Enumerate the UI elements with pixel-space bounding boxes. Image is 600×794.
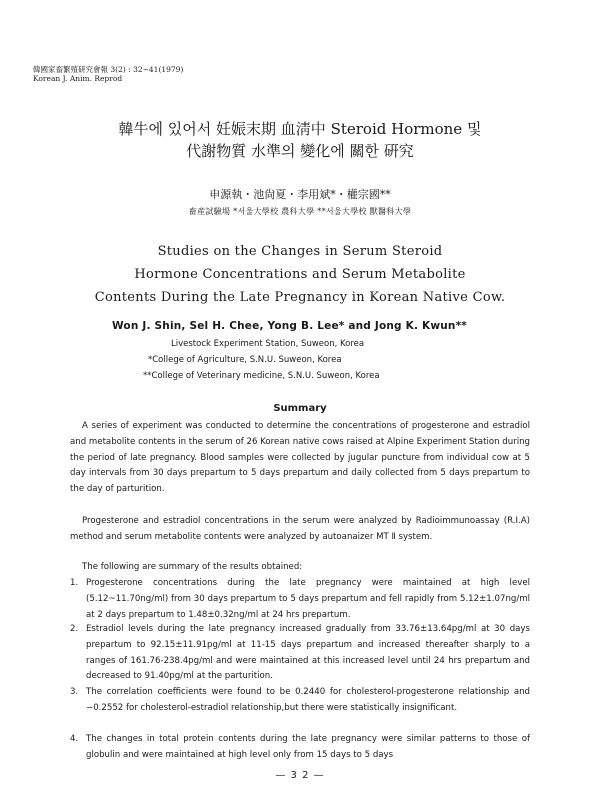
result-number: 2. <box>70 624 79 634</box>
korean-authors: 申源執・池尙夏・李用斌*・權宗國** <box>209 188 391 201</box>
korean-title-line-1: 韓牛에 있어서 妊娠末期 血淸中 Steroid Hormone 및 <box>118 120 482 138</box>
english-title-line-3: Contents During the Late Pregnancy in Korean Native Cow. <box>94 290 506 305</box>
summary-paragraph-2: Progesterone and estradiol concentrations in the serum were analyzed by Radioimmunoassay (R.I.A) method and serum metabolite contents were analyzed by autoanaizer MT Ⅱ system. <box>70 516 530 542</box>
english-title-line-1: Studies on the Changes in Serum Steroid <box>157 244 443 259</box>
page-number: — 3 2 — <box>275 770 325 781</box>
result-number: 4. <box>70 734 79 744</box>
summary-heading: Summary <box>273 403 327 414</box>
journal-name-korean: 韓國家畜繁殖研究會報 3(2) : 32~41(1979) <box>33 65 184 74</box>
journal-name-english: Korean J. Anim. Reprod <box>33 74 123 83</box>
result-text: The changes in total protein contents during the late pregnancy were similar patterns to those of globulin and were maintained at high level only from 15 days to 5 days <box>86 734 530 760</box>
korean-title-line-2: 代謝物質 水準의 變化에 關한 硏究 <box>186 142 414 160</box>
affiliation-1: Livestock Experiment Station, Suweon, Korea <box>171 339 365 349</box>
korean-title <box>0 118 600 162</box>
result-text: The correlation coefficients were found to be 0.2440 for cholesterol-progesterone relationship and −0.2552 for cholesterol-estradiol relationship,but there were statistically insignificant. <box>86 687 530 713</box>
summary-paragraph-1: A series of experiment was conducted to determine the concentrations of progesterone and estradiol and metabolite contents in the serum of 26 Korean native cows raised at Alpine Experiment Station during the period of late pregnancy. Blood samples were collected by jugular puncture from individual cow at 5 day intervals from 30 days prepartum to 5 days prepartum and daily collected from 5 days prepartum to the day of parturition. <box>70 421 530 495</box>
result-number: 1. <box>70 578 79 588</box>
english-affiliations <box>0 336 600 384</box>
summary-paragraph-3: The following are summary of the results obtained: <box>82 562 303 572</box>
result-text: Estradiol levels during the late pregnancy increased gradually from 33.76±13.64pg/ml at 30 days prepartum to 92.15±11.91pg/ml at 11-15 days prepartum and increased thereafter sharply to a ranges of 161.76-238.4pg/ml and were maintained at this increased level until 24 hrs prepartum and decreased to 91.40pg/ml at the parturition. <box>86 624 530 682</box>
affiliation-3: **College of Veterinary medicine, S.N.U. Suweon, Korea <box>143 371 380 381</box>
journal-citation <box>33 65 183 83</box>
affiliation-2: *College of Agriculture, S.N.U. Suweon, Korea <box>148 355 342 365</box>
english-title-line-2: Hormone Concentrations and Serum Metabolite <box>134 267 466 282</box>
english-authors: Won J. Shin, Sel H. Chee, Yong B. Lee* and Jong K. Kwun** <box>112 320 467 332</box>
result-number: 3. <box>70 687 79 697</box>
english-title <box>0 240 600 309</box>
result-text: Progesterone concentrations during the late pregnancy were maintained at high level (5.12~11.70ng/ml) from 30 days prepartum to 5 days prepartum and fell rapidly from 5.12±1.07ng/ml at 2 days prepartum to 1.48±0.32ng/ml at 24 hrs prepartum. <box>86 578 530 620</box>
korean-affiliations: 畜産試驗場 *서울大學校 農科大學 **서울大學校 獸醫科大學 <box>188 207 412 216</box>
